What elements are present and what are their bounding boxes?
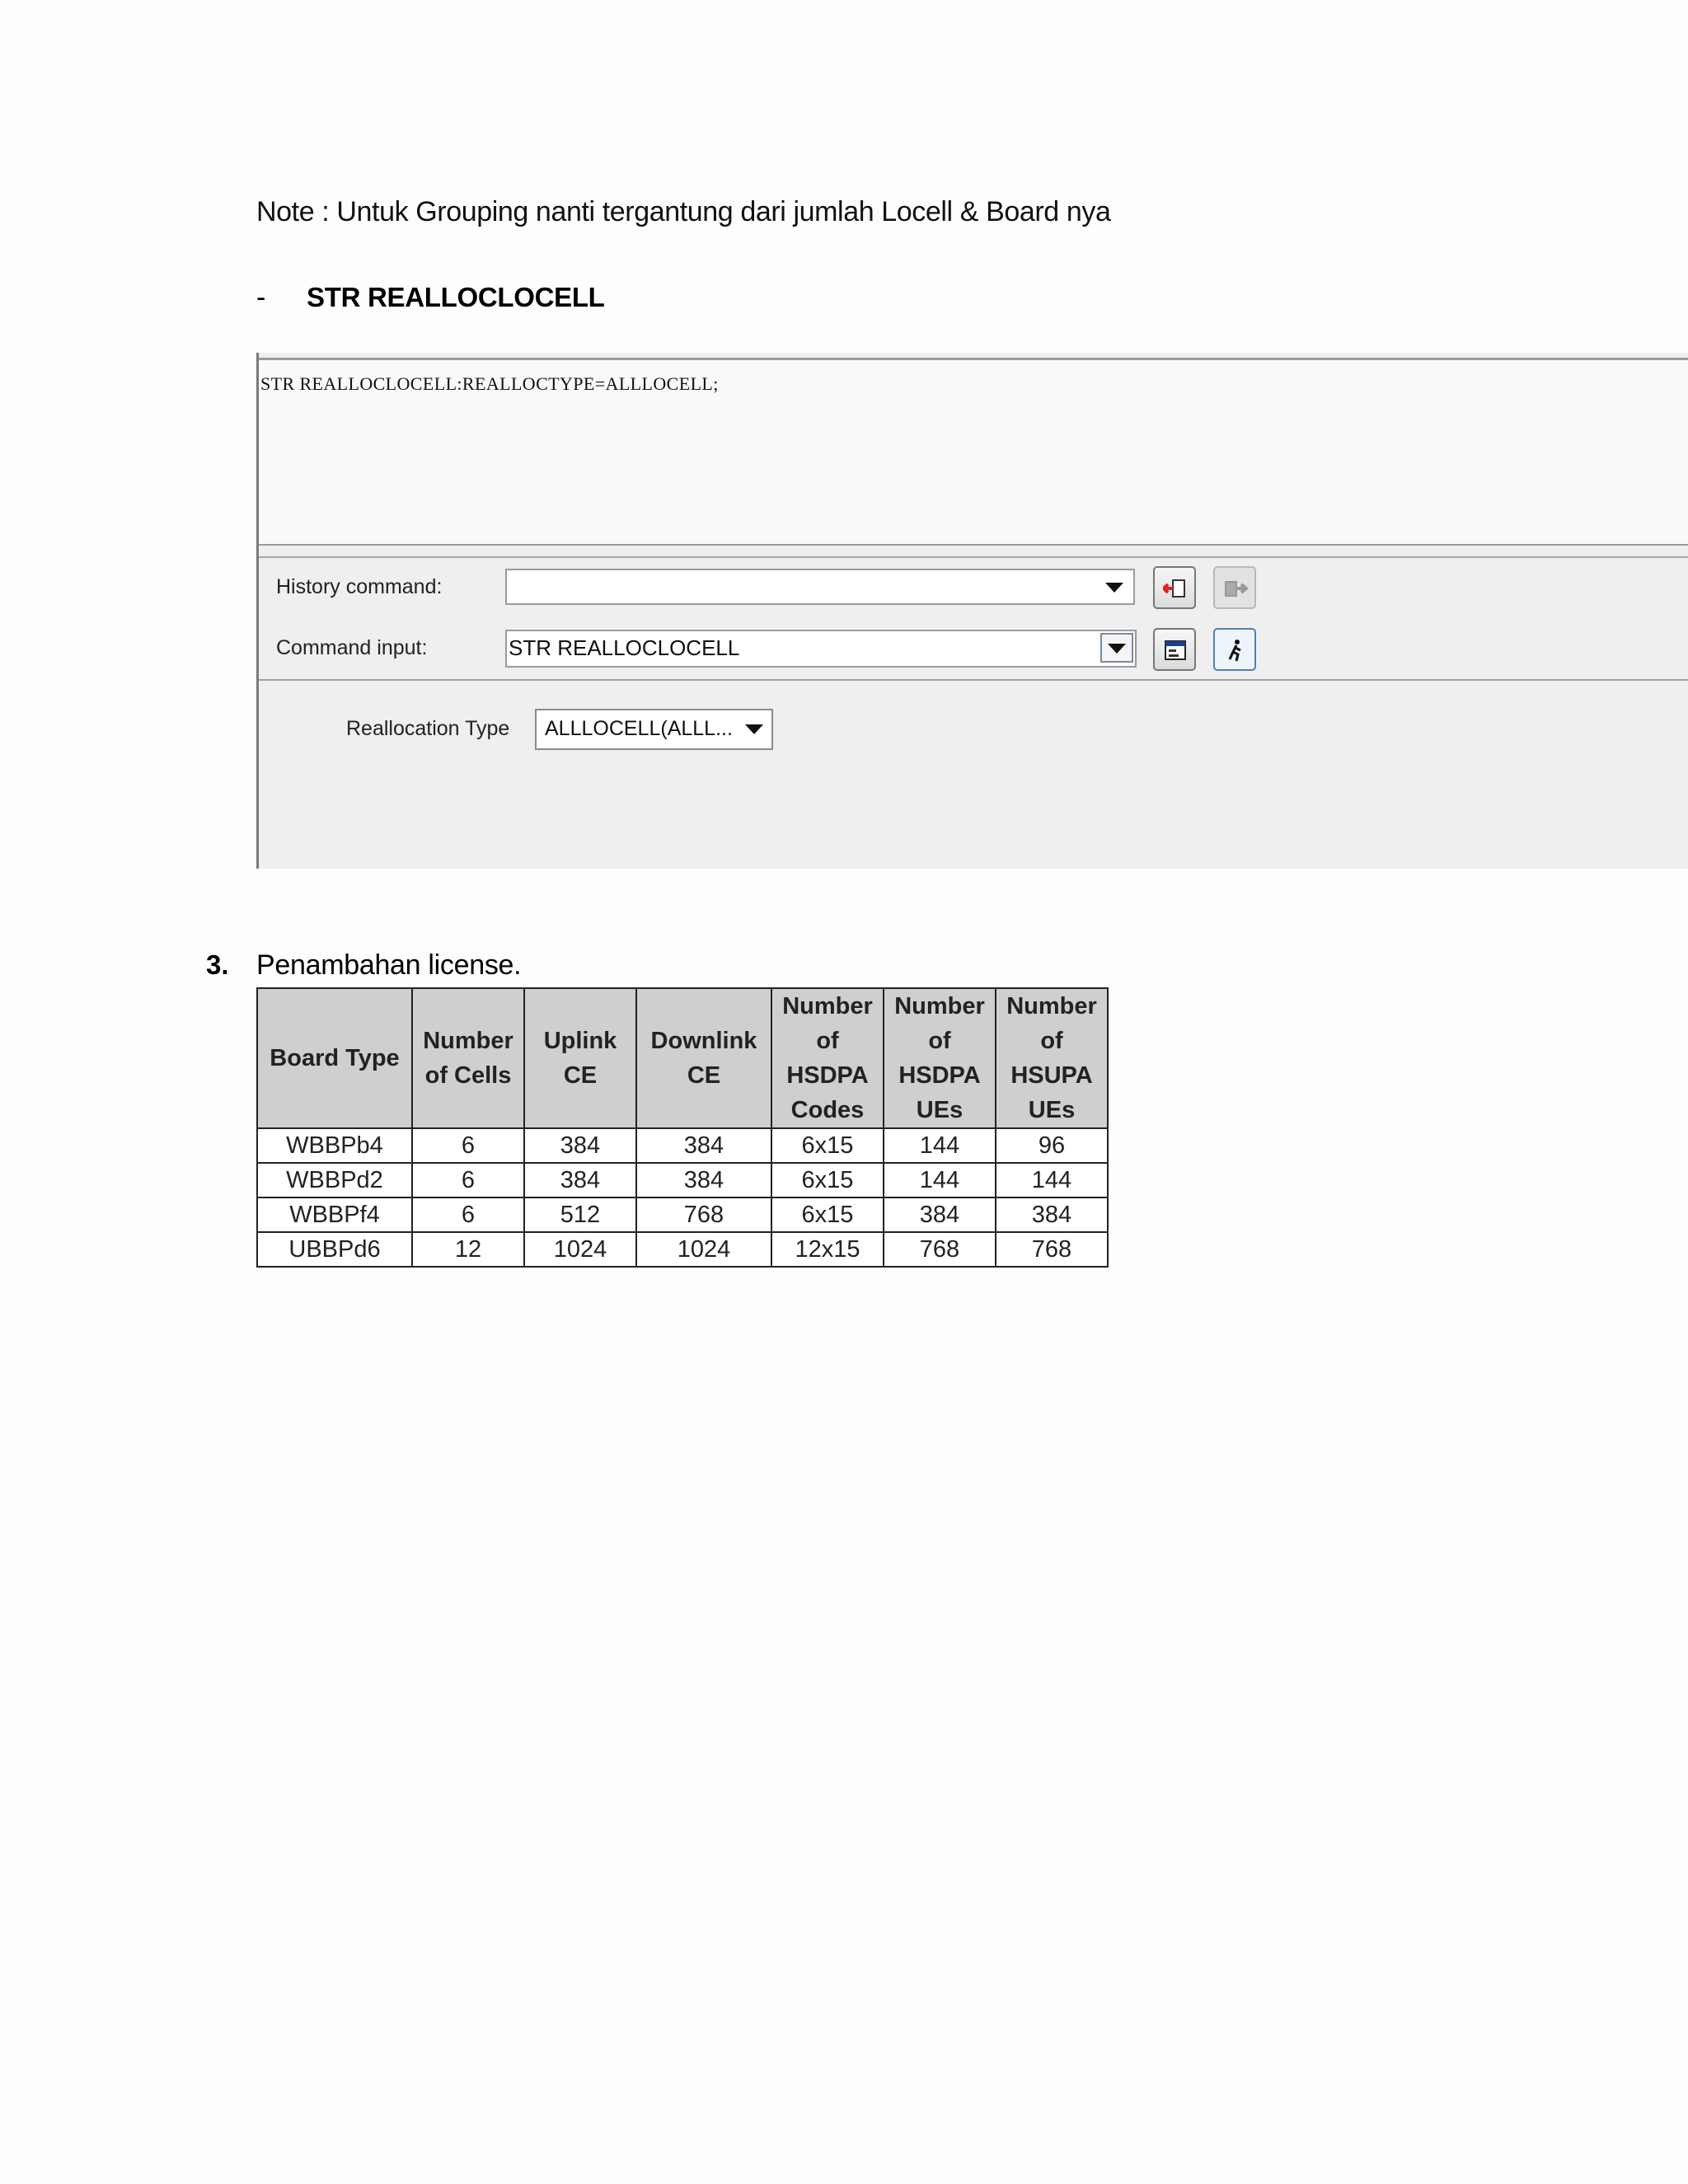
- run-command-button[interactable]: [1213, 628, 1256, 671]
- bullet-dash: -: [256, 282, 266, 313]
- cell-hsupa-ues: 144: [996, 1163, 1108, 1197]
- table-row: [257, 1163, 1108, 1197]
- cell-uplink-ce: 1024: [524, 1232, 636, 1267]
- history-command-label: History command:: [276, 575, 443, 598]
- header-line: Board Type: [270, 1045, 400, 1071]
- chevron-down-icon: [1105, 583, 1123, 593]
- cell-number-of-cells: 6: [412, 1197, 524, 1232]
- table-row: [257, 1197, 1108, 1232]
- cell-number-of-cells: 6: [412, 1128, 524, 1163]
- header-line: of: [1040, 1028, 1063, 1054]
- header-line: HSDPA: [786, 1062, 869, 1089]
- divider: [259, 556, 1688, 558]
- cell-downlink-ce: 768: [636, 1197, 771, 1232]
- export-history-icon: [1223, 576, 1248, 601]
- header-downlink-ce: [636, 988, 771, 1128]
- history-command-dropdown[interactable]: [505, 569, 1135, 605]
- cell-hsupa-ues: 96: [996, 1128, 1108, 1163]
- chevron-down-icon: [1108, 644, 1126, 654]
- header-hsdpa-ues: [884, 988, 996, 1128]
- header-line: HSDPA: [898, 1062, 981, 1089]
- header-board-type: [257, 988, 412, 1128]
- chevron-down-icon: [745, 724, 763, 734]
- reallocation-type-value: ALLLOCELL(ALLL...: [545, 717, 733, 740]
- cell-number-of-cells: 12: [412, 1232, 524, 1267]
- note-text: Note : Untuk Grouping nanti tergantung dari jumlah Locell & Board nya: [256, 196, 1111, 227]
- header-line: UEs: [916, 1097, 964, 1123]
- header-line: Codes: [790, 1097, 865, 1123]
- import-history-button[interactable]: [1153, 566, 1196, 609]
- cell-number-of-cells: 6: [412, 1163, 524, 1197]
- reallocation-type-label: Reallocation Type: [346, 717, 510, 740]
- header-line: of: [928, 1028, 951, 1054]
- cell-uplink-ce: 384: [524, 1163, 636, 1197]
- cell-hsupa-ues: 384: [996, 1197, 1108, 1232]
- cell-board-type: UBBPd6: [257, 1232, 412, 1267]
- header-number-of-cells: [412, 988, 524, 1128]
- cell-hsdpa-codes: 6x15: [771, 1163, 884, 1197]
- cell-downlink-ce: 384: [636, 1128, 771, 1163]
- header-line: Number: [1006, 993, 1097, 1019]
- bullet-title: STR REALLOCLOCELL: [307, 282, 605, 312]
- cell-board-type: WBBPf4: [257, 1197, 412, 1232]
- section-number: 3.: [206, 949, 229, 980]
- header-line: HSUPA: [1010, 1062, 1093, 1089]
- header-line: CE: [563, 1062, 598, 1089]
- cell-uplink-ce: 384: [524, 1128, 636, 1163]
- header-line: of Cells: [424, 1062, 512, 1089]
- header-line: Uplink: [543, 1028, 617, 1054]
- section-title: Penambahan license.: [256, 949, 522, 981]
- cell-board-type: WBBPd2: [257, 1163, 412, 1197]
- cell-hsdpa-ues: 144: [884, 1163, 996, 1197]
- header-hsupa-ues: [996, 988, 1108, 1128]
- header-line: UEs: [1028, 1097, 1076, 1123]
- cell-hsdpa-codes: 6x15: [771, 1128, 884, 1163]
- table-header-row: [257, 988, 1108, 1128]
- cell-hsupa-ues: 768: [996, 1232, 1108, 1267]
- command-panel-icon: [1163, 638, 1188, 663]
- header-line: Number: [894, 993, 985, 1019]
- cell-board-type: WBBPb4: [257, 1128, 412, 1163]
- cell-downlink-ce: 384: [636, 1163, 771, 1197]
- header-uplink-ce: [524, 988, 636, 1128]
- cell-hsdpa-codes: 6x15: [771, 1197, 884, 1232]
- cell-hsdpa-ues: 384: [884, 1197, 996, 1232]
- header-line: Downlink: [650, 1028, 757, 1054]
- cell-uplink-ce: 512: [524, 1197, 636, 1232]
- run-command-icon: [1223, 638, 1248, 663]
- command-input-dropdown-button[interactable]: [1100, 633, 1133, 663]
- header-line: CE: [687, 1062, 721, 1089]
- cell-downlink-ce: 1024: [636, 1232, 771, 1267]
- header-line: of: [816, 1028, 839, 1054]
- command-text-area[interactable]: [259, 358, 1688, 546]
- cell-hsdpa-codes: 12x15: [771, 1232, 884, 1267]
- command-text: STR REALLOCLOCELL:REALLOCTYPE=ALLLOCELL;: [260, 373, 719, 394]
- header-line: Number: [782, 993, 873, 1019]
- command-input-combobox[interactable]: [505, 630, 1137, 668]
- cell-hsdpa-ues: 768: [884, 1232, 996, 1267]
- command-input-value: STR REALLOCLOCELL: [509, 635, 740, 660]
- header-line: Number: [423, 1028, 513, 1054]
- mml-command-screenshot: [256, 353, 1688, 869]
- license-table: [256, 987, 1109, 1268]
- divider: [259, 679, 1688, 681]
- table-row: [257, 1128, 1108, 1163]
- table-row: [257, 1232, 1108, 1267]
- reallocation-type-select[interactable]: [535, 709, 773, 750]
- command-input-label: Command input:: [276, 636, 428, 659]
- header-hsdpa-codes: [771, 988, 884, 1128]
- export-history-button[interactable]: [1213, 566, 1256, 609]
- cell-hsdpa-ues: 144: [884, 1128, 996, 1163]
- import-history-icon: [1163, 576, 1188, 601]
- command-panel-button[interactable]: [1153, 628, 1196, 671]
